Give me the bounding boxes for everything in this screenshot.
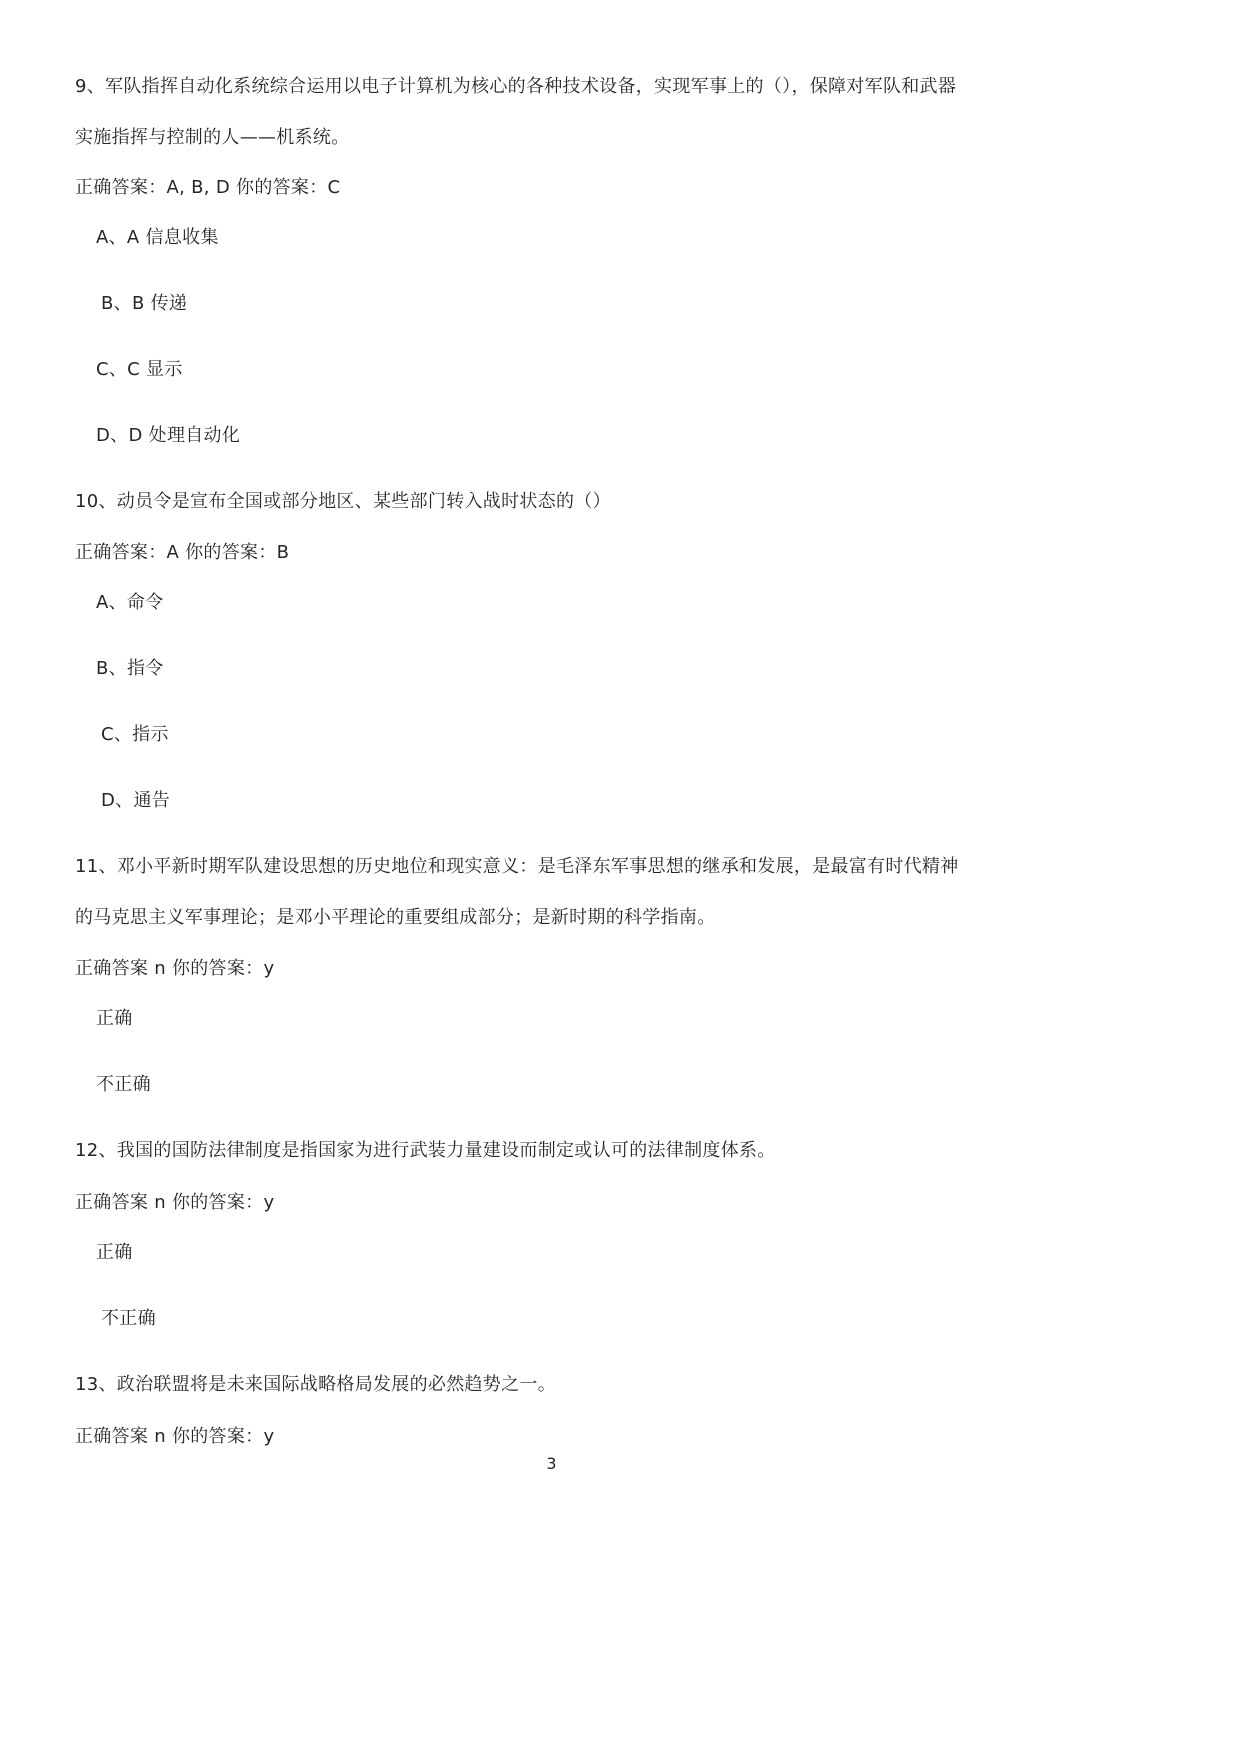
- question-10-answer: 正确答案：A 你的答案：B: [75, 542, 290, 563]
- question-11-text-line1: 11、邓小平新时期军队建设思想的历史地位和现实意义：是毛泽东军事思想的继承和发展，是最富有时代精神: [75, 856, 959, 877]
- question-10-option-c: C、指示: [101, 724, 169, 745]
- question-13-answer: 正确答案 n 你的答案：y: [75, 1426, 275, 1447]
- question-11-option-false: 不正确: [96, 1074, 151, 1095]
- question-10-text-line1: 10、动员令是宣布全国或部分地区、某些部门转入战时状态的（）: [75, 491, 611, 512]
- question-12-option-false: 不正确: [101, 1308, 156, 1329]
- question-12-option-true: 正确: [96, 1242, 133, 1263]
- question-9-answer: 正确答案：A, B, D 你的答案：C: [75, 177, 341, 198]
- question-9-option-a: A、A 信息收集: [96, 227, 219, 248]
- question-9-option-c: C、C 显示: [96, 359, 183, 380]
- question-12-text-line1: 12、我国的国防法律制度是指国家为进行武装力量建设而制定或认可的法律制度体系。: [75, 1140, 776, 1161]
- question-10-option-a: A、命令: [96, 592, 164, 613]
- question-9-option-d: D、D 处理自动化: [96, 425, 241, 446]
- question-11-text-line2: 的马克思主义军事理论；是邓小平理论的重要组成部分；是新时期的科学指南。: [75, 907, 716, 928]
- question-11-option-true: 正确: [96, 1008, 133, 1029]
- question-11-answer: 正确答案 n 你的答案：y: [75, 958, 275, 979]
- question-12-answer: 正确答案 n 你的答案：y: [75, 1192, 275, 1213]
- question-10-option-b: B、指令: [96, 658, 164, 679]
- question-9-text-line1: 9、军队指挥自动化系统综合运用以电子计算机为核心的各种技术设备，实现军事上的（），保障对军队和武器: [75, 76, 957, 97]
- page-number: 3: [546, 1454, 557, 1473]
- question-10-option-d: D、通告: [101, 790, 171, 811]
- question-13-text-line1: 13、政治联盟将是未来国际战略格局发展的必然趋势之一。: [75, 1374, 557, 1395]
- question-9-text-line2: 实施指挥与控制的人——机系统。: [75, 127, 350, 148]
- question-9-option-b: B、B 传递: [101, 293, 188, 314]
